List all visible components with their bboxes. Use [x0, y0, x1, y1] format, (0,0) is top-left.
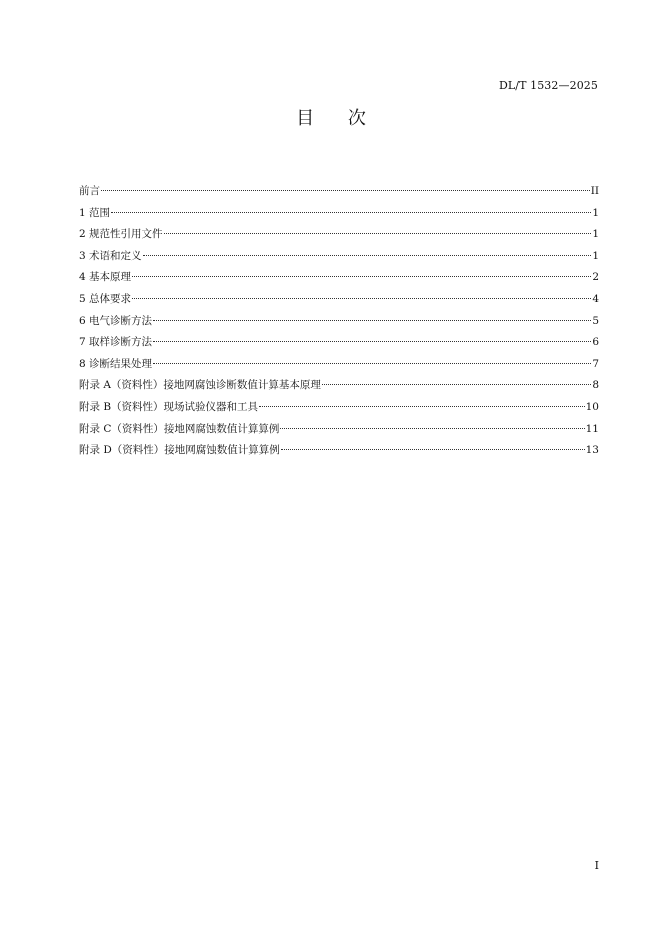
- toc-dot-leader: [101, 190, 590, 191]
- page-number: I: [594, 859, 599, 872]
- toc-entry-page: 6: [592, 336, 599, 349]
- toc-entry-page: 11: [585, 422, 599, 435]
- toc-entry-label: 5 总体要求: [79, 292, 132, 305]
- toc-dot-leader: [132, 276, 591, 277]
- toc-entry[interactable]: [79, 354, 599, 376]
- toc-entry[interactable]: [79, 203, 599, 225]
- toc-dot-leader: [259, 406, 585, 407]
- toc-entry-label: 2 规范性引用文件: [79, 228, 163, 241]
- toc-entry[interactable]: [79, 311, 599, 333]
- toc-dot-leader: [153, 363, 591, 364]
- toc-entry-page: 10: [585, 400, 599, 413]
- toc-entry-page: 4: [592, 292, 599, 305]
- toc-entry-label: 附录 D（资料性）接地网腐蚀数值计算算例: [79, 444, 280, 457]
- toc-entry-label: 附录 A（资料性）接地网腐蚀诊断数值计算基本原理: [79, 379, 321, 392]
- toc-entry[interactable]: [79, 397, 599, 419]
- toc-entry-page: 1: [592, 249, 599, 262]
- toc-entry-page: 1: [592, 228, 599, 241]
- page-title: 目 次: [296, 108, 380, 129]
- table-of-contents: [79, 181, 599, 462]
- toc-entry-page: 1: [592, 206, 599, 219]
- toc-dot-leader: [153, 341, 591, 342]
- toc-dot-leader: [143, 255, 592, 256]
- toc-entry-label: 3 术语和定义: [79, 249, 142, 262]
- toc-dot-leader: [281, 449, 585, 450]
- toc-entry[interactable]: [79, 419, 599, 441]
- toc-entry[interactable]: [79, 440, 599, 462]
- toc-dot-leader: [153, 320, 591, 321]
- toc-entry-page: 2: [592, 271, 599, 284]
- toc-entry-label: 4 基本原理: [79, 271, 132, 284]
- toc-entry[interactable]: [79, 289, 599, 311]
- toc-dot-leader: [164, 233, 592, 234]
- toc-entry-label: 附录 B（资料性）现场试验仪器和工具: [79, 400, 259, 413]
- toc-entry[interactable]: [79, 332, 599, 354]
- toc-entry-label: 前言: [79, 185, 100, 197]
- toc-entry-page: II: [590, 185, 599, 197]
- document-code: DL/T 1532—2025: [498, 79, 598, 92]
- toc-entry-page: 5: [592, 314, 599, 327]
- toc-entry-page: 13: [585, 444, 599, 457]
- toc-dot-leader: [111, 212, 591, 213]
- toc-entry[interactable]: [79, 375, 599, 397]
- toc-entry-label: 附录 C（资料性）接地网腐蚀数值计算算例: [79, 422, 280, 435]
- toc-entry[interactable]: [79, 267, 599, 289]
- toc-dot-leader: [280, 428, 584, 429]
- toc-entry[interactable]: [79, 181, 599, 203]
- toc-entry-label: 6 电气诊断方法: [79, 314, 153, 327]
- toc-entry-label: 7 取样诊断方法: [79, 336, 153, 349]
- toc-dot-leader: [322, 384, 591, 385]
- toc-entry[interactable]: [79, 224, 599, 246]
- toc-entry-label: 8 诊断结果处理: [79, 357, 153, 370]
- toc-entry-page: 7: [592, 357, 599, 370]
- toc-dot-leader: [132, 298, 591, 299]
- toc-entry-page: 8: [592, 379, 599, 392]
- toc-entry-label: 1 范围: [79, 206, 111, 219]
- toc-entry[interactable]: [79, 246, 599, 268]
